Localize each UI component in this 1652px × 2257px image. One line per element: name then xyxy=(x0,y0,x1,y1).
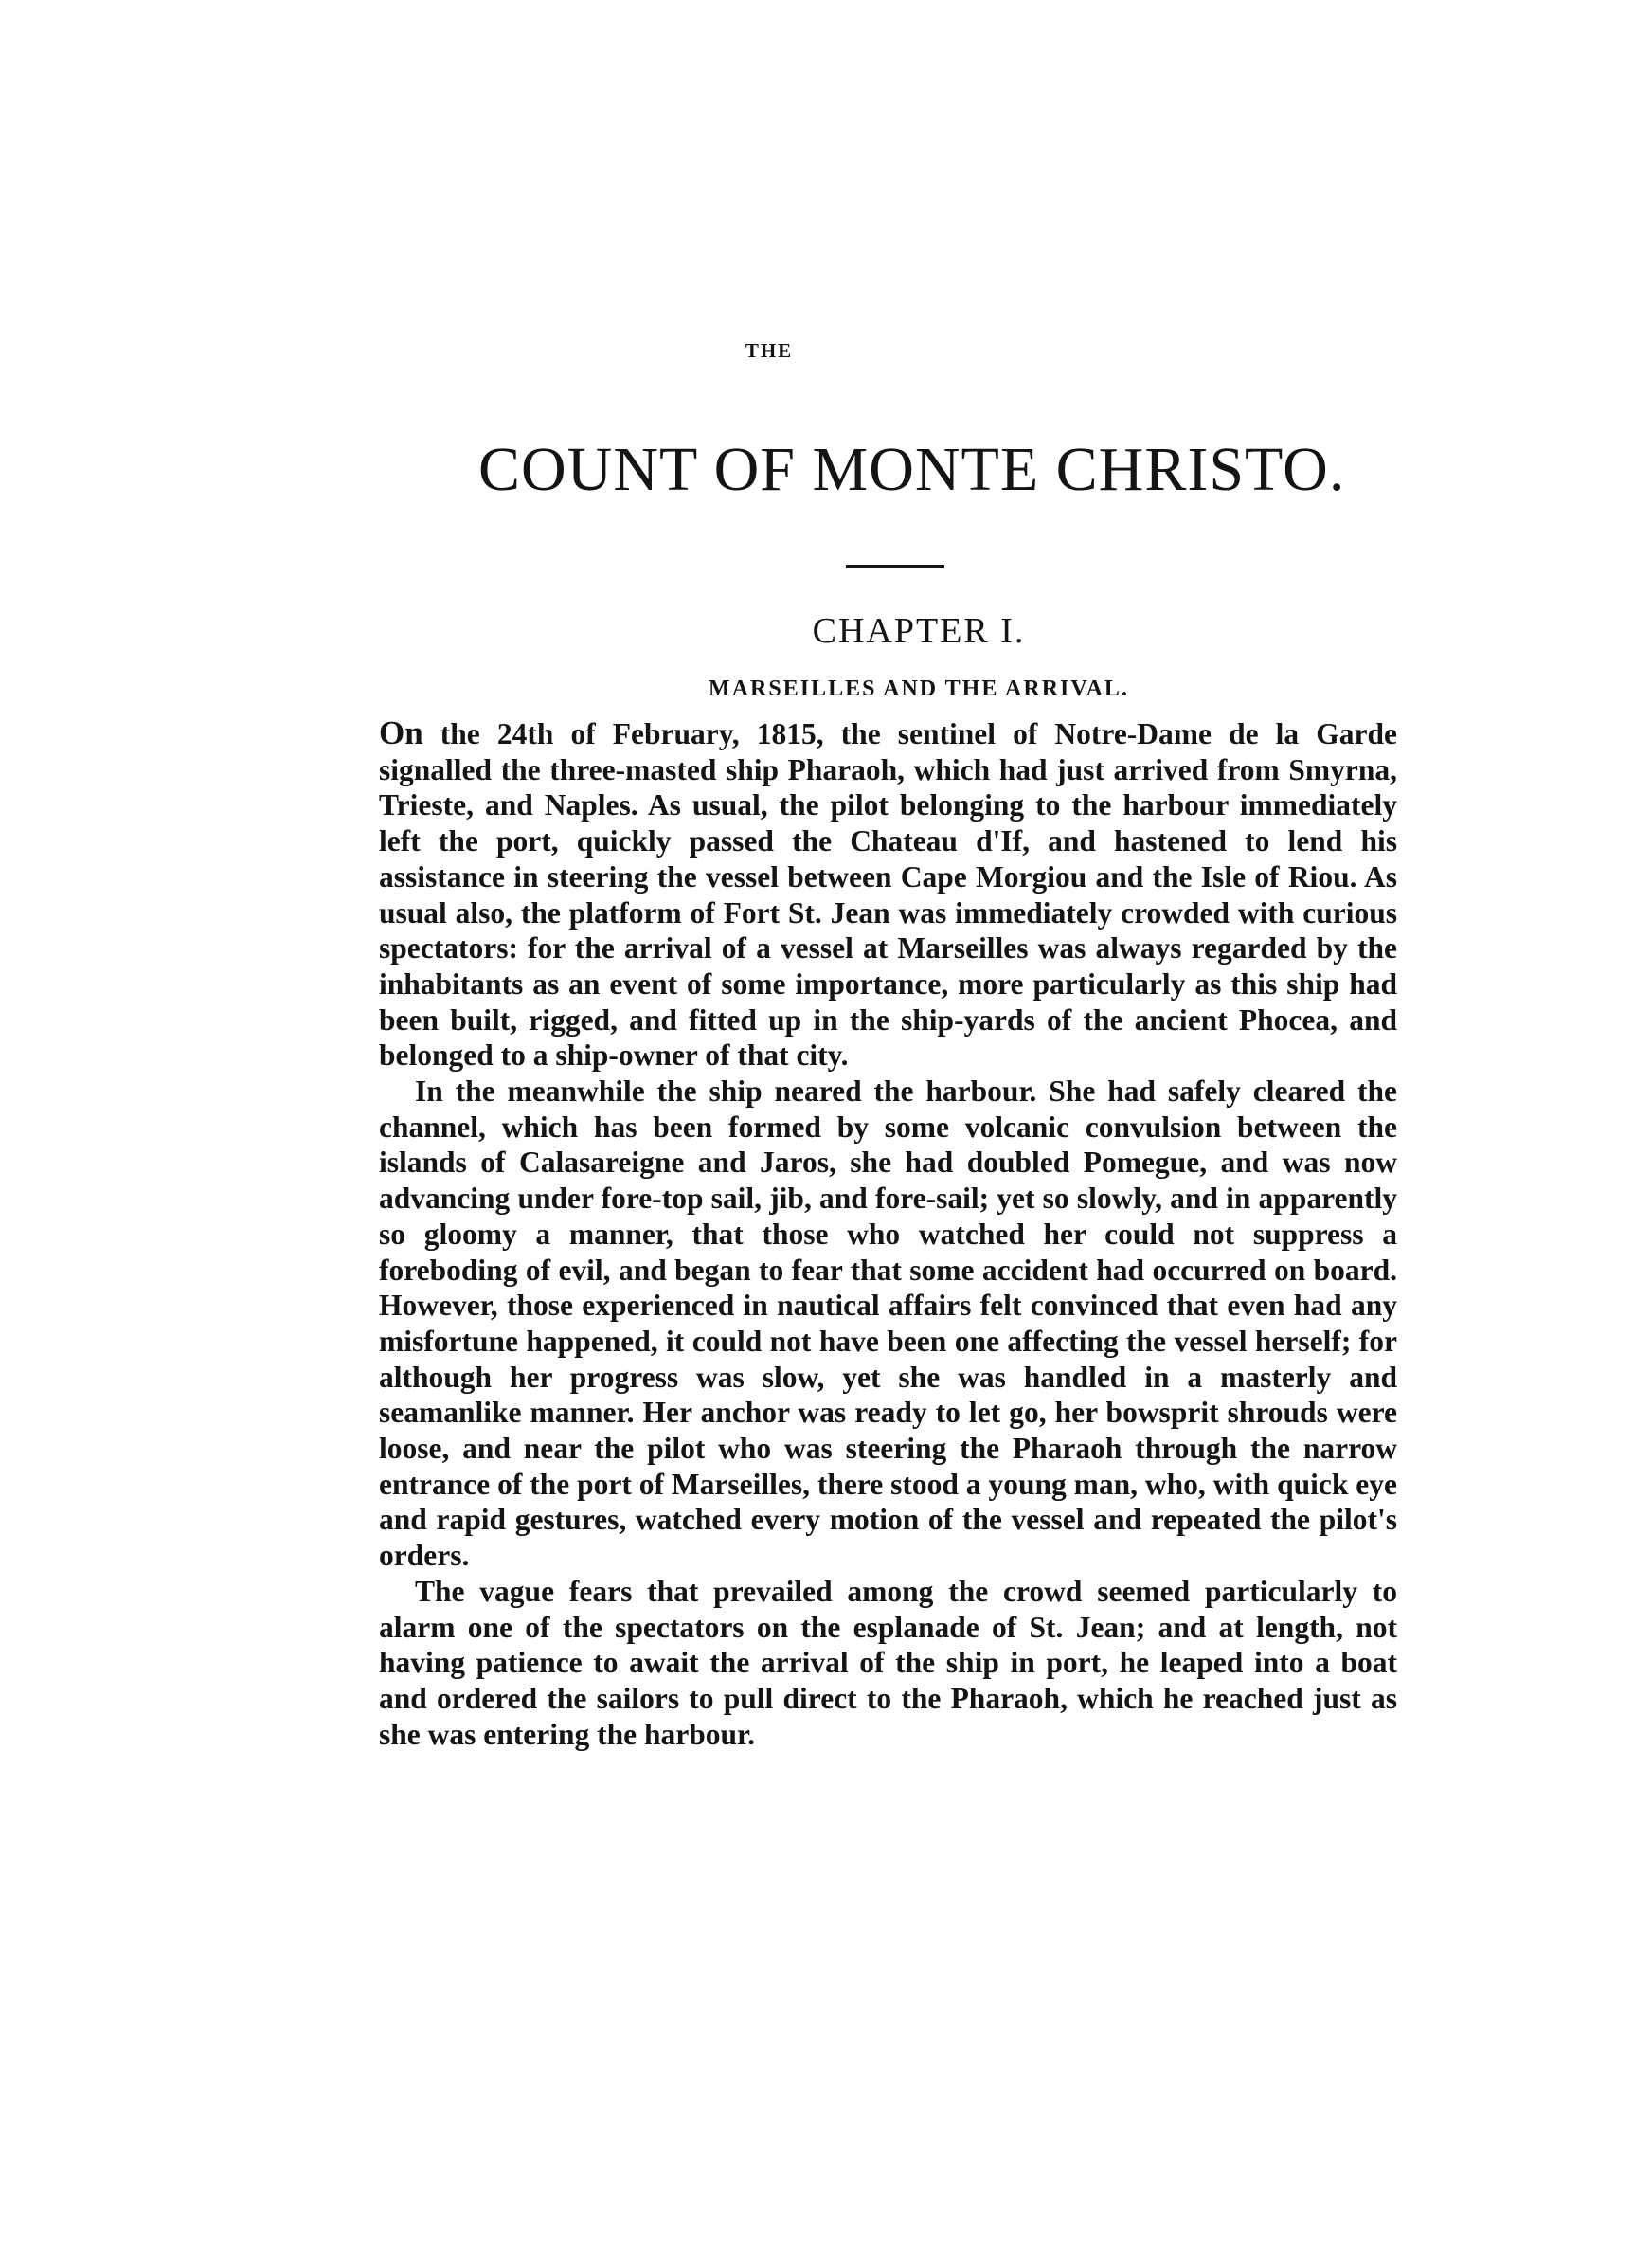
paragraph-1 xyxy=(379,715,1397,1074)
chapter-body xyxy=(379,715,1397,1752)
paragraph-lead-word: On xyxy=(379,714,423,751)
book-title: COUNT OF MONTE CHRISTO. xyxy=(478,435,1346,504)
paragraph-1-text: the 24th of February, 1815, the sentinel of Notre-Dame de la Garde signalled the three-masted ship Pharaoh, which had just arrived from Smyrna, Trieste, and Naples. As usual, the pilot belonging to the harbour immediately left the port, quickly passed the Chateau d'If, and hastened to lend his assistance in steering the vessel between Cape Morgiou and the Isle of Riou. As usual also, the platform of Fort St. Jean was immediately crowded with curious spectators: for the arrival of a vessel at Marseilles was always regarded by the inhabitants as an event of some importance, more particularly as this ship had been built, rigged, and fitted up in the ship-yards of the ancient Phocea, and belonged to a ship-owner of that city. xyxy=(379,717,1397,1073)
title-prefix: THE xyxy=(745,339,794,362)
chapter-heading: CHAPTER I. xyxy=(812,611,1026,651)
paragraph-3: The vague fears that prevailed among the crowd seemed particularly to alarm one of the spectators on the esplanade of St. Jean; and at length, not having patience to await the arrival of the ship in port, he leaped into a boat and ordered the sailors to pull direct to the Pharaoh, which he reached just as she was entering the harbour. xyxy=(379,1574,1397,1751)
title-rule-divider xyxy=(846,565,944,568)
paragraph-2: In the meanwhile the ship neared the harbour. She had safely cleared the channel, which has been formed by some volcanic convulsion between the islands of Calasareigne and Jaros, she had doubled Pomegue, and was now advancing under fore-top sail, jib, and fore-sail; yet so slowly, and in apparently so gloomy a manner, that those who watched her could not suppress a foreboding of evil, and began to fear that some accident had occurred on board. However, those experienced in nautical affairs felt convinced that even had any misfortune happened, it could not have been one affecting the vessel herself; for although her progress was slow, yet she was handled in a masterly and seamanlike manner. Her anchor was ready to let go, her bowsprit shrouds were loose, and near the pilot who was steering the Pharaoh through the narrow entrance of the port of Marseilles, there stood a young man, who, with quick eye and rapid gestures, watched every motion of the vessel and repeated the pilot's orders. xyxy=(379,1074,1397,1573)
chapter-subtitle: MARSEILLES AND THE ARRIVAL. xyxy=(709,677,1129,701)
